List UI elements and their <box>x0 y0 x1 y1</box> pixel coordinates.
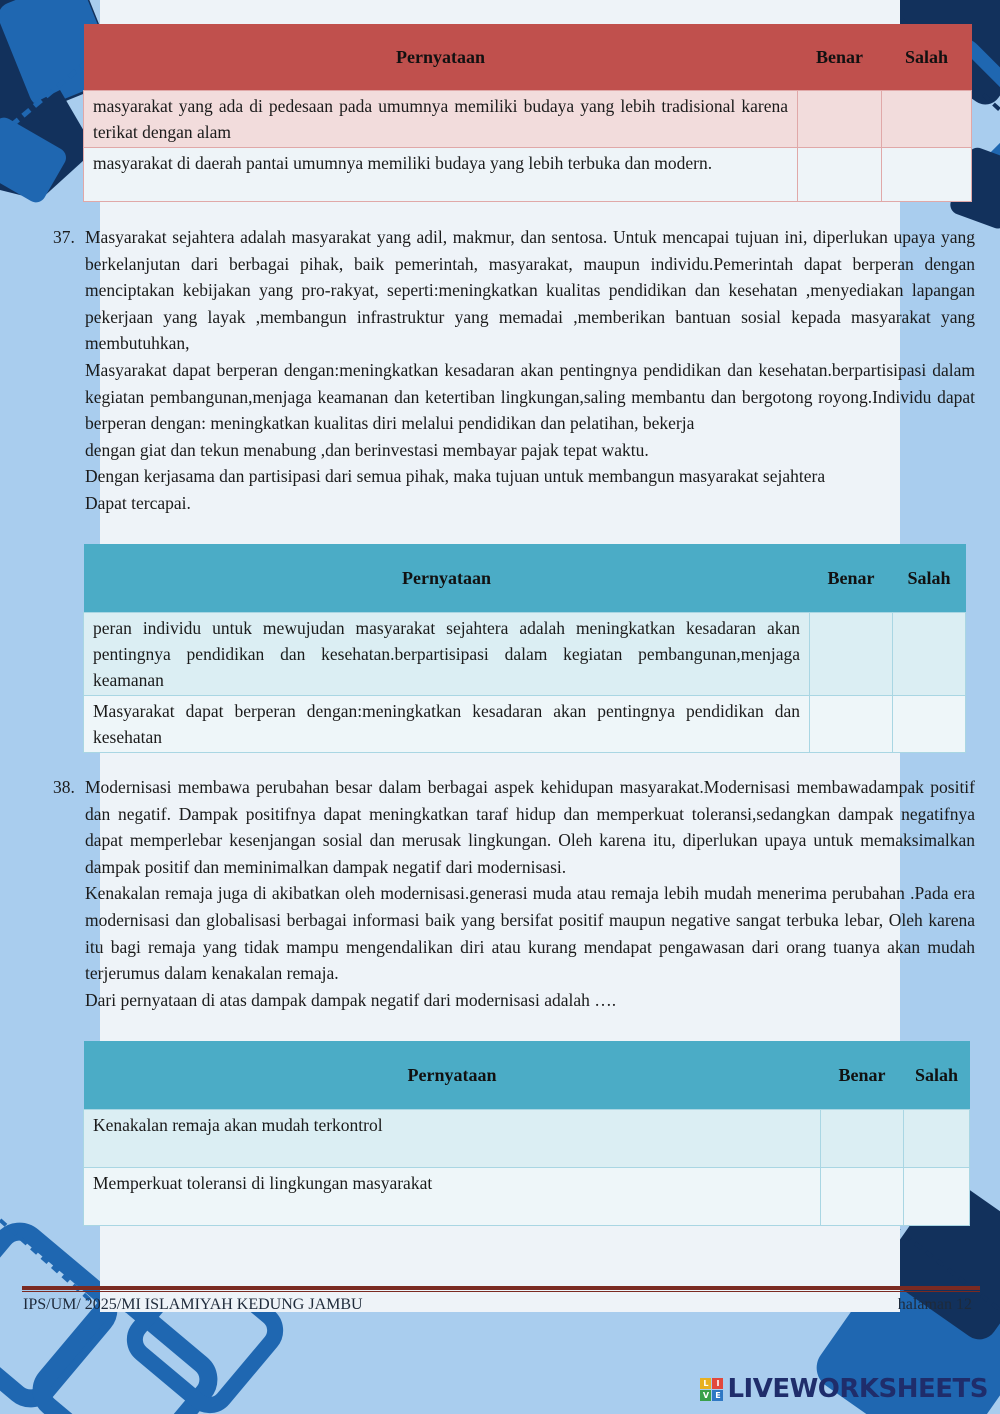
liveworksheets-wordmark: LIVEWORKSHEETS <box>727 1374 988 1404</box>
statement-table-1 <box>83 24 972 202</box>
header-true: Benar <box>798 24 882 91</box>
question-paragraph: Modernisasi membawa perubahan besar dalam berbagai aspek kehidupan masyarakat.Modernisasi membawadampak positif dan negatif. Dampak positifnya dapat meningkatkan taraf hidup dan memperkuat toleransi,sedangkan dampak negatifnya dapat memperlebar kesenjangan sosial dan merusak lingkungan. Oleh karena itu, diperlukan upaya untuk memaksimalkan dampak positif dan meminimalkan dampak negatif dari modernisasi. <box>85 777 975 877</box>
answer-false-cell[interactable] <box>882 91 972 148</box>
liveworksheets-watermark <box>700 1374 988 1404</box>
question-number: 38. <box>53 777 75 797</box>
answer-true-cell[interactable] <box>798 91 882 148</box>
question-paragraph: Dengan kerjasama dan partisipasi dari semua pihak, maka tujuan untuk membangun masyarakat sejahtera <box>85 466 826 487</box>
answer-false-cell[interactable] <box>893 613 966 696</box>
header-statement: Pernyataan <box>84 544 810 613</box>
statement-table-2 <box>83 544 966 753</box>
statement-text: masyarakat di daerah pantai umumnya memiliki budaya yang lebih terbuka dan modern. <box>84 148 798 202</box>
question-number: 37. <box>53 227 75 247</box>
footer-document-code: IPS/UM/ 2025/MI ISLAMIYAH KEDUNG JAMBU <box>23 1296 363 1313</box>
header-true: Benar <box>810 544 893 613</box>
question-paragraph: Dapat tercapai. <box>85 492 191 513</box>
header-true: Benar <box>821 1041 904 1110</box>
question-paragraph: Masyarakat dapat berperan dengan:meningkatkan kesadaran akan pentingnya pendidikan dan kesehatan.berpartisipasi dalam kegiatan pembangunan,menjaga keamanan dan ketertiban lingkungan,saling membantu dan bergotong royong.Individu dapat berperan dengan: meningkatkan kualitas diri melalui pendidikan dan pelatihan, bekerja <box>85 359 975 434</box>
question-paragraph: Kenakalan remaja juga di akibatkan oleh modernisasi.generasi muda atau remaja lebih mudah menerima perubahan .Pada era modernisasi dan globalisasi berbagai informasi baik yang bersifat positif maupun negative sangat terbuka lebar, Oleh karena itu bagi remaja yang tidak mampu mengendalikan diri atau kurang mendapat pengawasan dari orang tuanya akan mudah terjerumus dalam kenakalan remaja. <box>85 883 975 984</box>
answer-false-cell[interactable] <box>904 1168 970 1226</box>
question-paragraph: dengan giat dan tekun menabung ,dan berinvestasi membayar pajak tepat waktu. <box>85 439 649 460</box>
question-paragraph: Dari pernyataan di atas dampak dampak negatif dari modernisasi adalah …. <box>85 989 617 1010</box>
header-statement: Pernyataan <box>84 24 798 91</box>
header-false: Salah <box>882 24 972 91</box>
header-false: Salah <box>904 1041 970 1110</box>
answer-false-cell[interactable] <box>904 1110 970 1168</box>
answer-false-cell[interactable] <box>893 696 966 753</box>
header-false: Salah <box>893 544 966 613</box>
statement-text: Memperkuat toleransi di lingkungan masyarakat <box>84 1168 821 1226</box>
answer-true-cell[interactable] <box>810 696 893 753</box>
statement-text: Kenakalan remaja akan mudah terkontrol <box>84 1110 821 1168</box>
footer-divider-thin <box>22 1291 980 1292</box>
footer-page-number: halaman 12 <box>897 1296 972 1313</box>
footer-divider <box>22 1286 980 1290</box>
question-37 <box>53 224 975 517</box>
statement-text: Masyarakat dapat berperan dengan:meningkatkan kesadaran akan pentingnya pendidikan dan kesehatan <box>84 696 810 753</box>
header-statement: Pernyataan <box>84 1041 821 1110</box>
answer-true-cell[interactable] <box>798 148 882 202</box>
statement-table-3 <box>83 1041 970 1226</box>
statement-text: masyarakat yang ada di pedesaan pada umumnya memiliki budaya yang lebih tradisional karena terikat dengan alam <box>84 91 798 148</box>
question-38 <box>53 774 975 1013</box>
answer-true-cell[interactable] <box>810 613 893 696</box>
question-paragraph: Masyarakat sejahtera adalah masyarakat yang adil, makmur, dan sentosa. Untuk mencapai tujuan ini, diperlukan upaya yang berkelanjutan dari berbagai pihak, baik pemerintah, masyarakat, maupun individu.Pemerintah dapat berperan dengan menciptakan kebijakan yang pro-rakyat, seperti:meningkatkan kualitas pendidikan dan kesehatan ,menyediakan lapangan pekerjaan yang layak ,membangun infrastruktur yang memadai ,memberikan bantuan sosial kepada masyarakat yang membutuhkan, <box>85 227 975 354</box>
liveworksheets-logo-icon: L I V E <box>700 1378 723 1401</box>
answer-false-cell[interactable] <box>882 148 972 202</box>
statement-text: peran individu untuk mewujudan masyarakat sejahtera adalah meningkatkan kesadaran akan pentingnya pendidikan dan kesehatan.berpartisipasi dalam kegiatan pembangunan,menjaga keamanan <box>84 613 810 696</box>
answer-true-cell[interactable] <box>821 1110 904 1168</box>
answer-true-cell[interactable] <box>821 1168 904 1226</box>
